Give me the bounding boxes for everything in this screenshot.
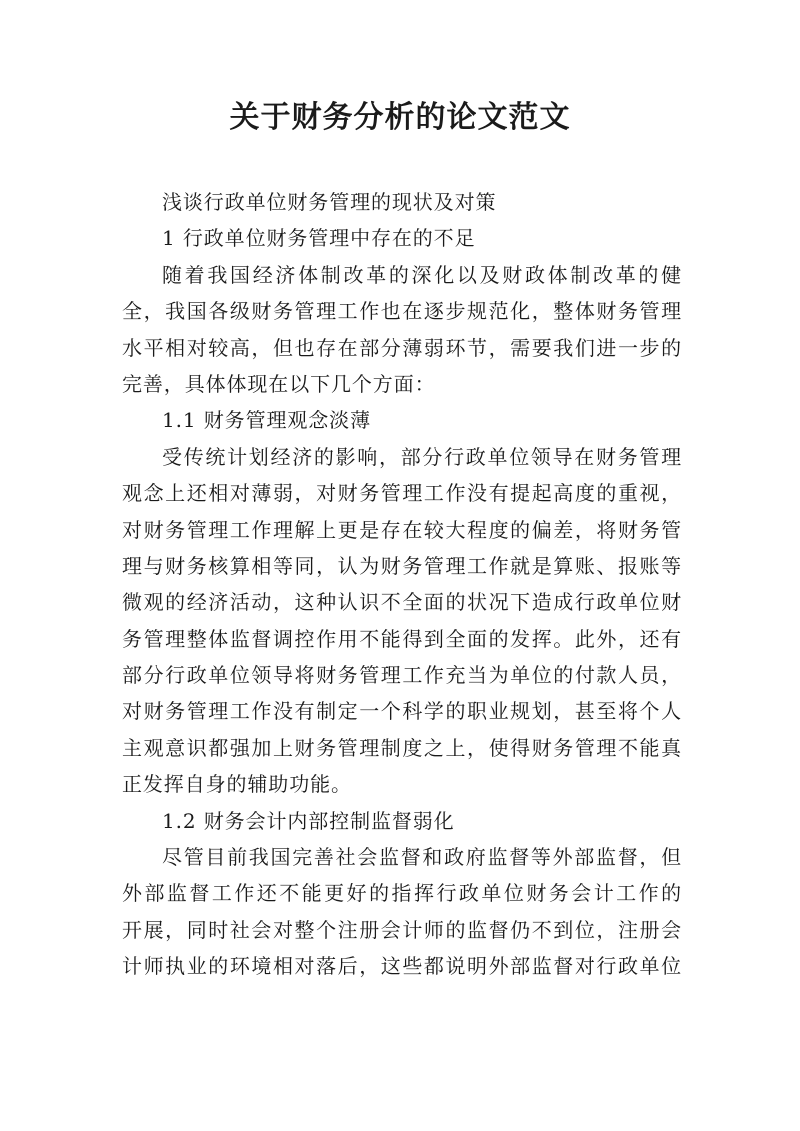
paragraph-line: 随着我国经济体制改革的深化以及财政体制改革的健: [162, 262, 682, 287]
article-subtitle: 浅谈行政单位财务管理的现状及对策: [162, 190, 497, 214]
paragraph-line: 全，我国各级财务管理工作也在逐步规范化，整体财务管理: [122, 299, 682, 324]
section-heading-1-1: 1.1 财务管理观念淡薄: [162, 408, 371, 433]
paragraph-line: 观念上还相对薄弱，对财务管理工作没有提起高度的重视，: [122, 481, 682, 506]
paragraph-line: 水平相对较高，但也存在部分薄弱环节，需要我们进一步的: [122, 335, 682, 360]
paragraph-line: 微观的经济活动，这种认识不全面的状况下造成行政单位财: [122, 590, 682, 615]
paragraph-line: 正发挥自身的辅助功能。: [122, 772, 352, 797]
paragraph-line: 对财务管理工作理解上更是存在较大程度的偏差，将财务管: [122, 517, 682, 542]
paragraph-line: 完善，具体体现在以下几个方面：: [122, 371, 436, 396]
document-body: [122, 184, 682, 985]
paragraph-line: 务管理整体监督调控作用不能得到全面的发挥。此外，还有: [122, 626, 682, 651]
paragraph-line: 部分行政单位领导将财务管理工作充当为单位的付款人员，: [122, 663, 682, 688]
paragraph-line: 尽管目前我国完善社会监督和政府监督等外部监督，但: [162, 845, 682, 870]
paragraph-line: 外部监督工作还不能更好的指挥行政单位财务会计工作的: [122, 881, 682, 906]
paragraph-line: 计师执业的环境相对落后，这些都说明外部监督对行政单位: [122, 954, 682, 979]
section-heading-1: 1 行政单位财务管理中存在的不足: [162, 226, 476, 251]
paragraph-line: 对财务管理工作没有制定一个科学的职业规划，甚至将个人: [122, 699, 682, 724]
paragraph-line: 主观意识都强加上财务管理制度之上，使得财务管理不能真: [122, 735, 682, 760]
paragraph-line: 理与财务核算相等同，认为财务管理工作就是算账、报账等: [122, 553, 682, 578]
document-title: 关于财务分析的论文范文: [229, 100, 571, 135]
paragraph-line: 受传统计划经济的影响，部分行政单位领导在财务管理: [162, 444, 682, 469]
section-heading-1-2: 1.2 财务会计内部控制监督弱化: [162, 808, 455, 833]
paragraph-line: 开展，同时社会对整个注册会计师的监督仍不到位，注册会: [122, 917, 682, 942]
